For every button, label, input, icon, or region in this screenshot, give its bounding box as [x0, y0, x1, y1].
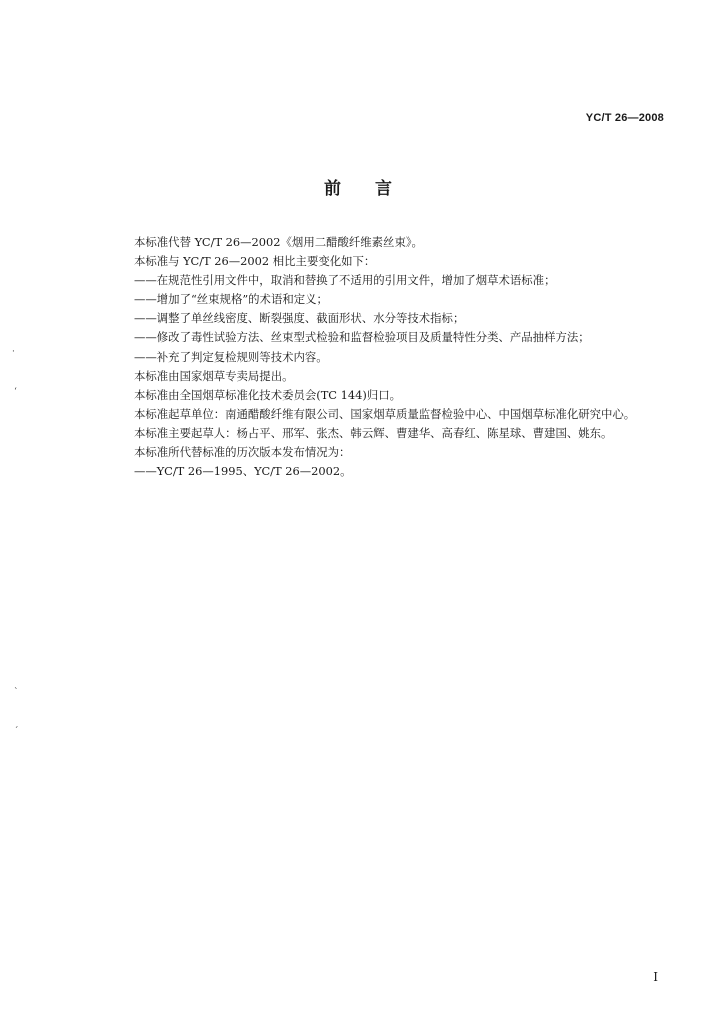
scan-mark: ˋ [14, 688, 19, 698]
change-item: ——修改了毒性试验方法、丝束型式检验和监督检验项目及质量特性分类、产品抽样方法； [134, 330, 590, 345]
page-number: I [653, 970, 658, 984]
standard-code: YC/T 26—2008 [585, 112, 664, 124]
paragraph-proposed-by: 本标准由国家烟草专卖局提出。 [134, 368, 294, 383]
scan-mark: · [12, 347, 15, 357]
paragraph-changes-intro: 本标准与 YC/T 26—2002 相比主要变化如下： [134, 254, 376, 269]
change-item: ——在规范性引用文件中，取消和替换了不适用的引用文件，增加了烟草术语标准； [134, 273, 556, 288]
change-item: ——增加了“丝束规格”的术语和定义； [134, 292, 328, 307]
change-item: ——补充了判定复检规则等技术内容。 [134, 349, 328, 364]
paragraph-managed-by: 本标准由全国烟草标准化技术委员会(TC 144)归口。 [134, 387, 401, 402]
paragraph-drafters: 本标准主要起草人：杨占平、邢军、张杰、韩云辉、曹建华、高春红、陈星球、曹建国、姚东。 [134, 425, 613, 440]
scan-mark: ʻ [14, 387, 17, 397]
history-item: ——YC/T 26—1995、YC/T 26—2002。 [134, 464, 352, 479]
paragraph-replaces: 本标准代替 YC/T 26—2002《烟用二醋酸纤维素丝束》。 [134, 235, 423, 249]
paragraph-drafting-units: 本标准起草单位：南通醋酸纤维有限公司、国家烟草质量监督检验中心、中国烟草标准化研究中心。 [134, 406, 636, 421]
paragraph-history-intro: 本标准所代替标准的历次版本发布情况为： [134, 445, 351, 460]
page-title: 前言 [324, 179, 426, 199]
change-item: ——调整了单丝线密度、断裂强度、截面形状、水分等技术指标； [134, 311, 465, 326]
scan-mark: ˊ [14, 727, 19, 737]
foreword-body [134, 233, 674, 481]
